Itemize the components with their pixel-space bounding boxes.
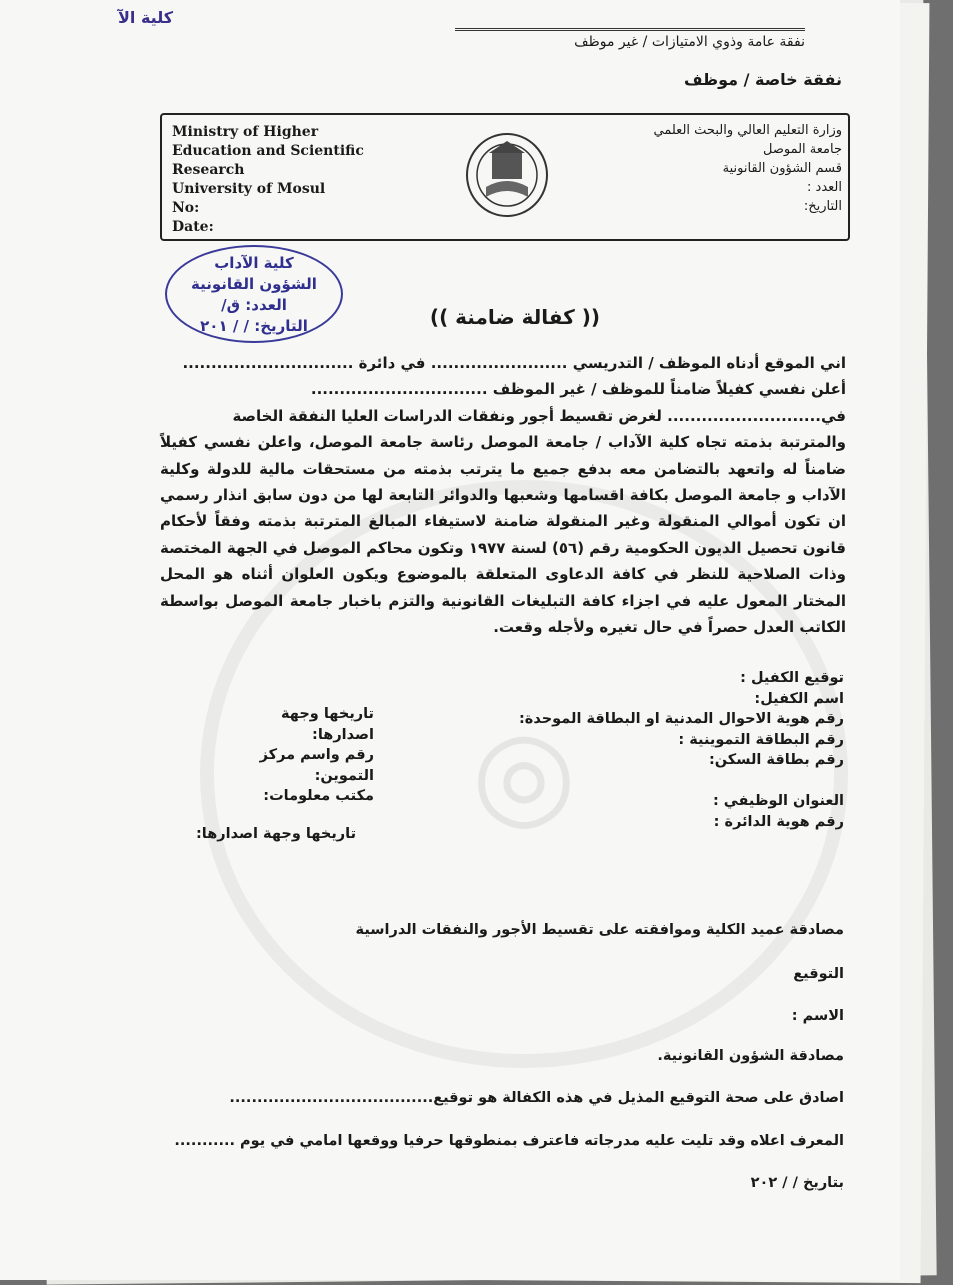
top-heading-line: نفقة عامة وذوي الامتيازات / غير موظف xyxy=(455,28,805,50)
corner-stamp: كلية الآ xyxy=(118,8,174,27)
field-info-office: مكتب معلومات: xyxy=(263,788,374,804)
stamp-line: الشؤون القانونية xyxy=(191,275,317,293)
letterhead-english xyxy=(172,123,364,237)
document-title: (( كفالة ضامنة )) xyxy=(429,305,601,329)
date-line: بتاريخ / / ٢٠٢ xyxy=(750,1175,844,1191)
ar-line: قسم الشؤون القانونية xyxy=(722,161,842,176)
guarantor-fields xyxy=(519,668,844,832)
secondary-fields xyxy=(214,704,374,807)
ar-line: وزارة التعليم العالي والبحث العلمي xyxy=(653,123,842,138)
en-line: Research xyxy=(172,162,245,178)
letterhead xyxy=(160,113,850,241)
dean-approval: مصادقة عميد الكلية وموافقته على تقسيط الأجور والنفقات الدراسية xyxy=(355,922,844,938)
field-signature: توقيع الكفيل : xyxy=(740,670,844,686)
en-line: No: xyxy=(172,200,200,216)
stamp-line: العدد: ق/ xyxy=(221,296,287,314)
stamp-line: التاريخ: / / ٢٠١ xyxy=(200,317,308,335)
en-line: Education and Scientific xyxy=(172,143,364,159)
certify-signature-line: اصادق على صحة التوقيع المذيل في هذه الكفالة هو توقيع..................................... xyxy=(229,1090,844,1106)
field-office-id: رقم هوية الدائرة : xyxy=(713,813,844,830)
stamp-line: كلية الآداب xyxy=(214,254,294,272)
expense-type-line: نفقة خاصة / موظف xyxy=(683,70,842,89)
college-watermark: ◎ xyxy=(200,480,848,1068)
legal-affairs-stamp xyxy=(165,245,343,343)
ar-line: التاريخ: xyxy=(803,199,842,214)
legal-approval: مصادقة الشؤون القانونية. xyxy=(657,1048,844,1064)
guarantee-body xyxy=(160,350,846,640)
body-line: اني الموقع أدناه الموظف / التدريسي ........................ في دائرة .............................. xyxy=(182,354,846,372)
university-logo-icon xyxy=(464,131,550,219)
ar-line: العدد : xyxy=(807,180,842,195)
field-civil-id: رقم هوية الاحوال المدنية او البطاقة الموحدة: xyxy=(519,711,844,727)
field-ration-card: رقم البطاقة التموينية : xyxy=(678,731,844,748)
body-line: أعلن نفسي كفيلاً ضامناً للموظف / غير الموظف ............................... xyxy=(310,380,846,399)
field-name: اسم الكفيل: xyxy=(754,690,844,707)
field-ration-center: رقم واسم مركز التموين: xyxy=(259,747,374,784)
name-label: الاسم : xyxy=(791,1008,844,1024)
field-issue-date: تاريخها وجهة اصدارها: xyxy=(280,706,374,743)
body-paragraph: والمترتبة بذمته تجاه كلية الآداب / جامعة الموصل رئاسة جامعة الموصل، واعلن نفسي كفيلاً ضامناً له واتعهد بالتضامن معه بدفع جميع ما يترتب بذمته من مستحقات مالية للدولة وكلية الآداب و جامعة الموصل بكافة اقسامها وشعبها والدوائر التابعة لها من دون سابق انذار رسمي ان تكون أموالي المنقولة وغير المنقولة ضامنة لاستيفاء المبالغ المترتبة بذمته وفقاً لأحكام قانون تحصيل الديون الحكومية رقم (٥٦) لسنة ١٩٧٧ وتكون محاكم الموصل في الجهة المختصة وذات الصلاحية للنظر في كافة الدعاوى المتعلقة بالموضوع ويكون العلوان أثناه هو المحل المختار المعول عليه في اجزاء كافة التبليغات القانونية والتزم باخبار جامعة الموصل بواسطة الكاتب العدل حصراً في حال تغيره ولأجله وقعت. xyxy=(160,433,846,637)
en-line: Ministry of Higher xyxy=(172,124,319,140)
en-line: University of Mosul xyxy=(172,181,326,197)
signature-label: التوقيع xyxy=(793,966,844,982)
ar-line: جامعة الموصل xyxy=(762,142,842,157)
letterhead-arabic xyxy=(654,121,842,216)
en-line: Date: xyxy=(172,219,214,235)
body-line: في........................... لغرض تقسيط أجور ونفقات الدراسات العليا النفقة الخاصة xyxy=(232,406,846,425)
field-office-id-issue-date: تاريخها وجهة اصدارها: xyxy=(196,826,357,842)
field-spacer xyxy=(519,771,844,792)
acknowledge-line: المعرف اعلاه وقد تليت عليه مدرجاته فاعترف بمنطوقها حرفيا ووقعها امامي في يوم ........... xyxy=(174,1133,844,1149)
field-work-address: العنوان الوظيفي : xyxy=(712,793,844,809)
field-residence-card: رقم بطاقة السكن: xyxy=(708,752,844,768)
